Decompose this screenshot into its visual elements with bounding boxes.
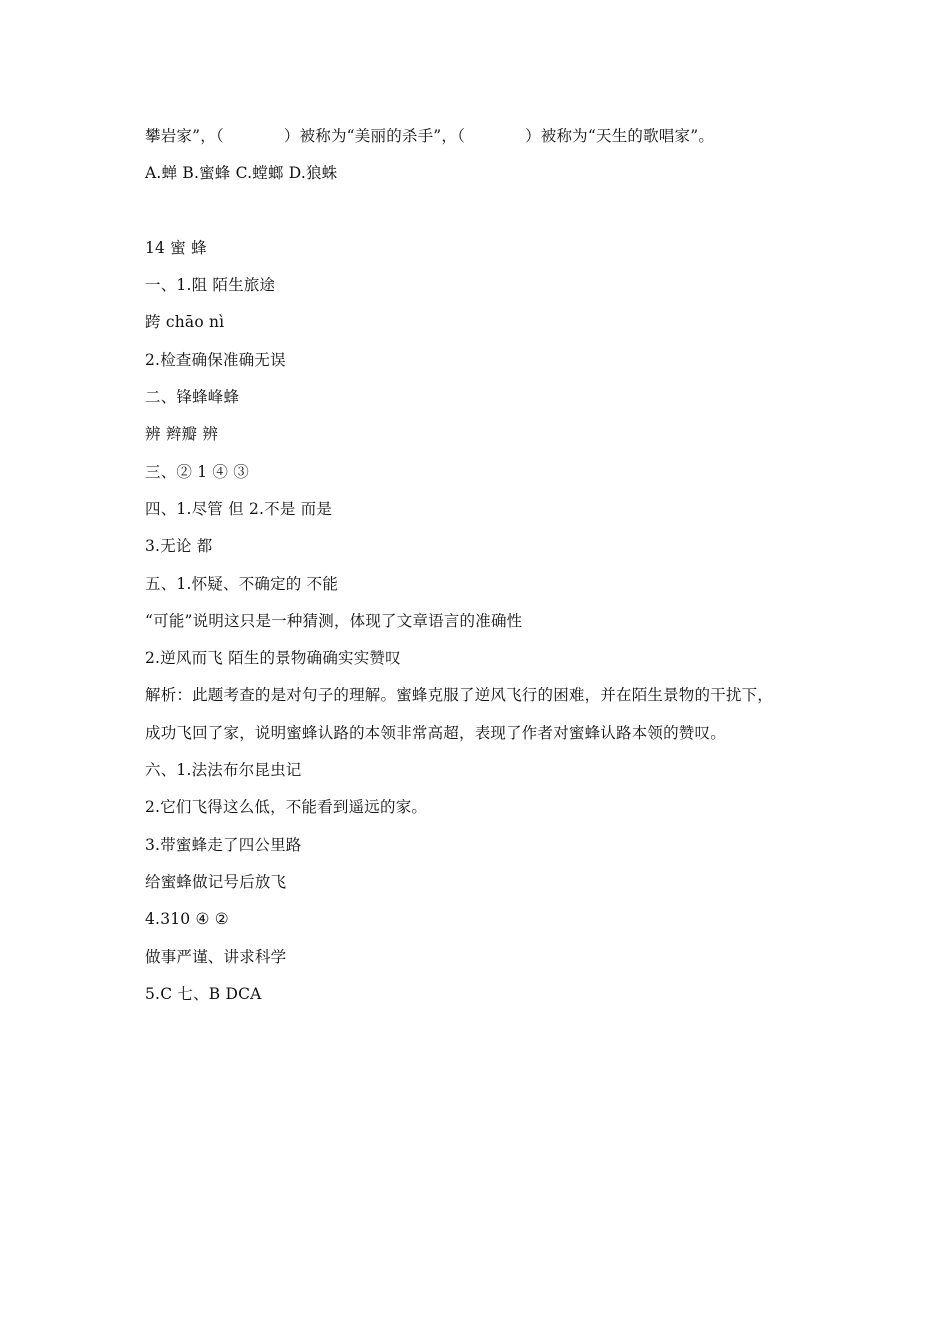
answer-line: 2.它们飞得这么低，不能看到遥远的家。 [145, 798, 428, 817]
answer-line: 做事严谨、讲求科学 [145, 947, 287, 966]
answer-line: 2.逆风而飞 陌生的景物确确实实赞叹 [145, 649, 401, 668]
section-gap [145, 193, 825, 230]
answer-line: 一、1.阻 陌生旅途 [145, 276, 276, 295]
question-line [145, 118, 825, 155]
answer-line: 辨 辫瓣 辨 [145, 425, 219, 444]
answer-line: 五、1.怀疑、不确定的 不能 [145, 574, 339, 593]
answer-analysis-line: 解析：此题考查的是对句子的理解。蜜蜂克服了逆风飞行的困难，并在陌生景物的干扰下， [145, 686, 774, 705]
answer-line: 3.带蜜蜂走了四公里路 [145, 835, 302, 854]
answer-line: 三、② 1 ④ ③ [145, 462, 249, 481]
answer-line: 跨 chāo nì [145, 313, 225, 332]
answer-line: 3.无论 都 [145, 537, 213, 556]
answer-line: “可能”说明这只是一种猜测，体现了文章语言的准确性 [145, 611, 523, 630]
answer-section-title: 14 蜜 蜂 [145, 238, 207, 257]
answer-line: 六、1.法法布尔昆虫记 [145, 761, 302, 780]
answer-line: 4.310 ④ ② [145, 910, 229, 929]
answer-analysis-line: 成功飞回了家，说明蜜蜂认路的本领非常高超，表现了作者对蜜蜂认路本领的赞叹。 [145, 723, 726, 742]
question-options: A.蝉 B.蜜蜂 C.螳螂 D.狼蛛 [145, 164, 338, 183]
question-text-part1: 攀岩家”，（ [145, 127, 224, 145]
question-text-part3: ）被称为“天生的歌唱家”。 [525, 127, 715, 145]
document-content [145, 118, 825, 1013]
answer-line: 四、1.尽管 但 2.不是 而是 [145, 499, 333, 518]
answer-line: 2.检查确保准确无误 [145, 350, 286, 369]
answer-line: 5.C 七、B DCA [145, 984, 262, 1003]
answer-line: 二、锋蜂峰蜂 [145, 388, 240, 407]
question-text-part2: ）被称为“美丽的杀手”，（ [283, 127, 466, 145]
answer-line: 给蜜蜂做记号后放飞 [145, 872, 287, 891]
